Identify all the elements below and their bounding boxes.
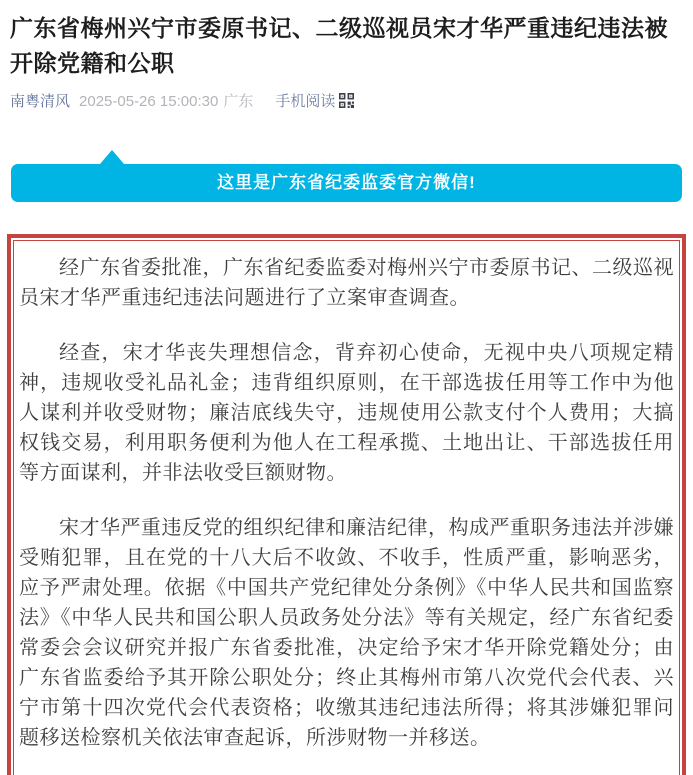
official-banner — [0, 150, 693, 202]
article-meta-row — [0, 92, 693, 114]
paragraph-findings: 经查，宋才华丧失理想信念，背弃初心使命，无视中央八项规定精神，违规收受礼品礼金；违背组织原则，在干部选拔任用等工作中为他人谋利并收受财物；廉洁底线失守，违规使用公款支付个人费用；大搞权钱交易，利用职务便利为他人在工程承揽、土地出让、干部选拔任用等方面谋利，并非法收受巨额财物。 — [19, 342, 674, 484]
banner-pointer-triangle — [100, 150, 124, 164]
announcement-box — [7, 234, 686, 775]
mobile-read-link[interactable]: 手机阅读 — [275, 93, 336, 110]
publish-location: 广东 — [223, 93, 254, 110]
paragraph-case-filing: 经广东省委批准，广东省纪委监委对梅州兴宁市委原书记、二级巡视员宋才华严重违纪违法问题进行了立案审查调查。 — [19, 257, 674, 309]
qr-code-icon[interactable] — [339, 93, 354, 114]
announcement-box-inner — [13, 240, 680, 775]
account-name-link[interactable]: 南粤清风 — [10, 93, 71, 110]
paragraph-decision: 宋才华严重违反党的组织纪律和廉洁纪律，构成严重职务违法并涉嫌受贿犯罪，且在党的十八大后不收敛、不收手，性质严重，影响恶劣，应予严肃处理。依据《中国共产党纪律处分条例》《中华人民共和国监察法》《中华人民共和国公职人员政务处分法》等有关规定，经广东省纪委常委会会议研究并报广东省委批准，决定给予宋才华开除党籍处分；由广东省监委给予其开除公职处分；终止其梅州市第八次党代会代表、兴宁市第十四次党代会代表资格；收缴其违纪违法所得；将其涉嫌犯罪问题移送检察机关依法审查起诉，所涉财物一并移送。 — [19, 517, 674, 749]
article-title: 广东省梅州兴宁市委原书记、二级巡视员宋才华严重违纪违法被开除党籍和公职 — [10, 15, 668, 76]
publish-datetime: 2025-05-26 15:00:30 — [79, 93, 219, 110]
banner-text: 这里是广东省纪委监委官方微信! — [11, 164, 682, 202]
